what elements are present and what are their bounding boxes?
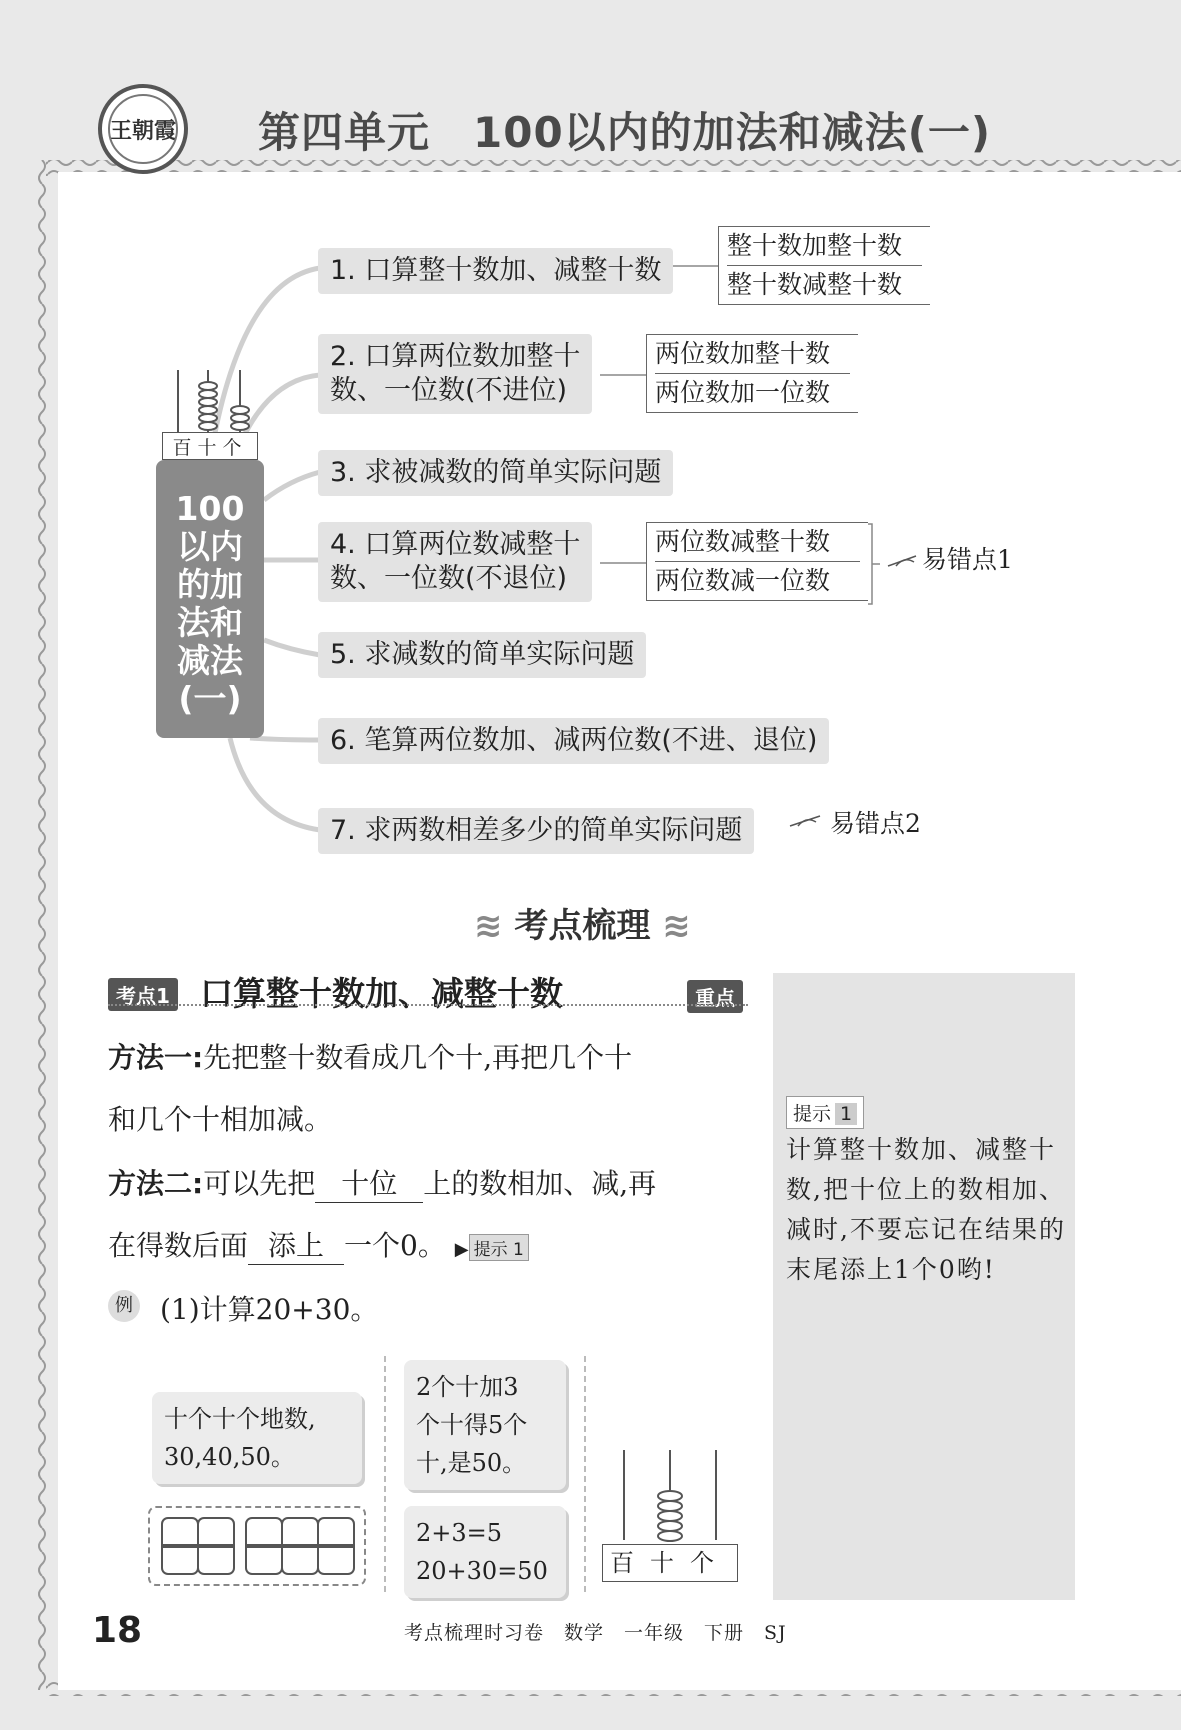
- topic-4-branches: 两位数减整十数 两位数减一位数: [646, 522, 868, 601]
- kaodian-title: 口算整十数加、减整十数: [200, 974, 563, 1013]
- example-question: (1)计算20+30。: [160, 1293, 379, 1326]
- page-number: 18: [92, 1610, 143, 1651]
- footer-text: 考点梳理时习卷 数学 一年级 下册 SJ: [404, 1622, 787, 1644]
- answer-blank-2[interactable]: 添上: [248, 1224, 344, 1265]
- mindmap-central-node: 100 以内 的加 法和 减法 (一): [156, 460, 264, 738]
- tip-badge: 提示 1: [786, 1096, 864, 1129]
- section-title: ≋ 考点梳理 ≋: [474, 906, 691, 946]
- play-arrow-icon: ▶: [454, 1239, 469, 1260]
- hint-reference[interactable]: 提示 1: [469, 1234, 529, 1261]
- method-2-line-2: 在得数后面 添上 一个0。 ▶ 提示 1: [108, 1224, 529, 1265]
- wave-deco-right-icon: ≋: [662, 906, 691, 946]
- abacus-diagram: [600, 1446, 740, 1546]
- method-card-equation: 2+3=5 20+30=50: [404, 1506, 566, 1598]
- topic-node-3: 3. 求被减数的简单实际问题: [318, 450, 673, 496]
- topic-node-4: 4. 口算两位数减整十 数、一位数(不退位): [318, 522, 592, 602]
- topic-1-branches: 整十数加整十数 整十数减整十数: [718, 226, 930, 305]
- divider: [384, 1356, 386, 1592]
- example-badge: 例: [108, 1290, 140, 1322]
- answer-blank-1[interactable]: 十位: [315, 1162, 423, 1203]
- method-card-counting: 十个十个地数, 30,40,50。: [152, 1392, 362, 1484]
- key-point-badge: 重点: [687, 980, 743, 1013]
- error-point-1: 易错点1: [922, 545, 1013, 574]
- abacus-place-label: 百十个: [602, 1544, 738, 1582]
- bundled-sticks-image: [148, 1506, 366, 1586]
- method-2-line-1: 方法二:可以先把 十位 上的数相加、减,再: [108, 1162, 656, 1203]
- topic-2-branches: 两位数加整十数 两位数加一位数: [646, 334, 858, 413]
- publisher-logo: 王朝霞: [98, 84, 188, 174]
- method-1-line-2: 和几个十相加减。: [108, 1103, 333, 1136]
- divider: [584, 1356, 586, 1592]
- topic-node-6: 6. 笔算两位数加、减两位数(不进、退位): [318, 718, 829, 764]
- tip-text: 计算整十数加、减整十数,把十位上的数相加、减时,不要忘记在结果的末尾添上1个0哟!: [786, 1135, 1066, 1284]
- kaodian-underline: [108, 1004, 748, 1006]
- topic-node-1: 1. 口算整十数加、减整十数: [318, 248, 673, 294]
- kaodian-badge: 考点1: [108, 978, 178, 1011]
- method-1-line-1: 方法一:先把整十数看成几个十,再把几个十: [108, 1041, 633, 1074]
- method-card-tens: 2个十加3 个十得5个 十,是50。: [404, 1360, 566, 1490]
- topic-node-7: 7. 求两数相差多少的简单实际问题: [318, 808, 754, 854]
- topic-node-2: 2. 口算两位数加整十 数、一位数(不进位): [318, 334, 592, 414]
- page-title: 第四单元 100以内的加法和减法(一): [258, 108, 992, 157]
- wave-deco-left-icon: ≋: [474, 906, 503, 946]
- error-point-2: 易错点2: [830, 809, 921, 838]
- mindmap-abacus-label: 百十个: [162, 432, 258, 460]
- topic-node-5: 5. 求减数的简单实际问题: [318, 632, 646, 678]
